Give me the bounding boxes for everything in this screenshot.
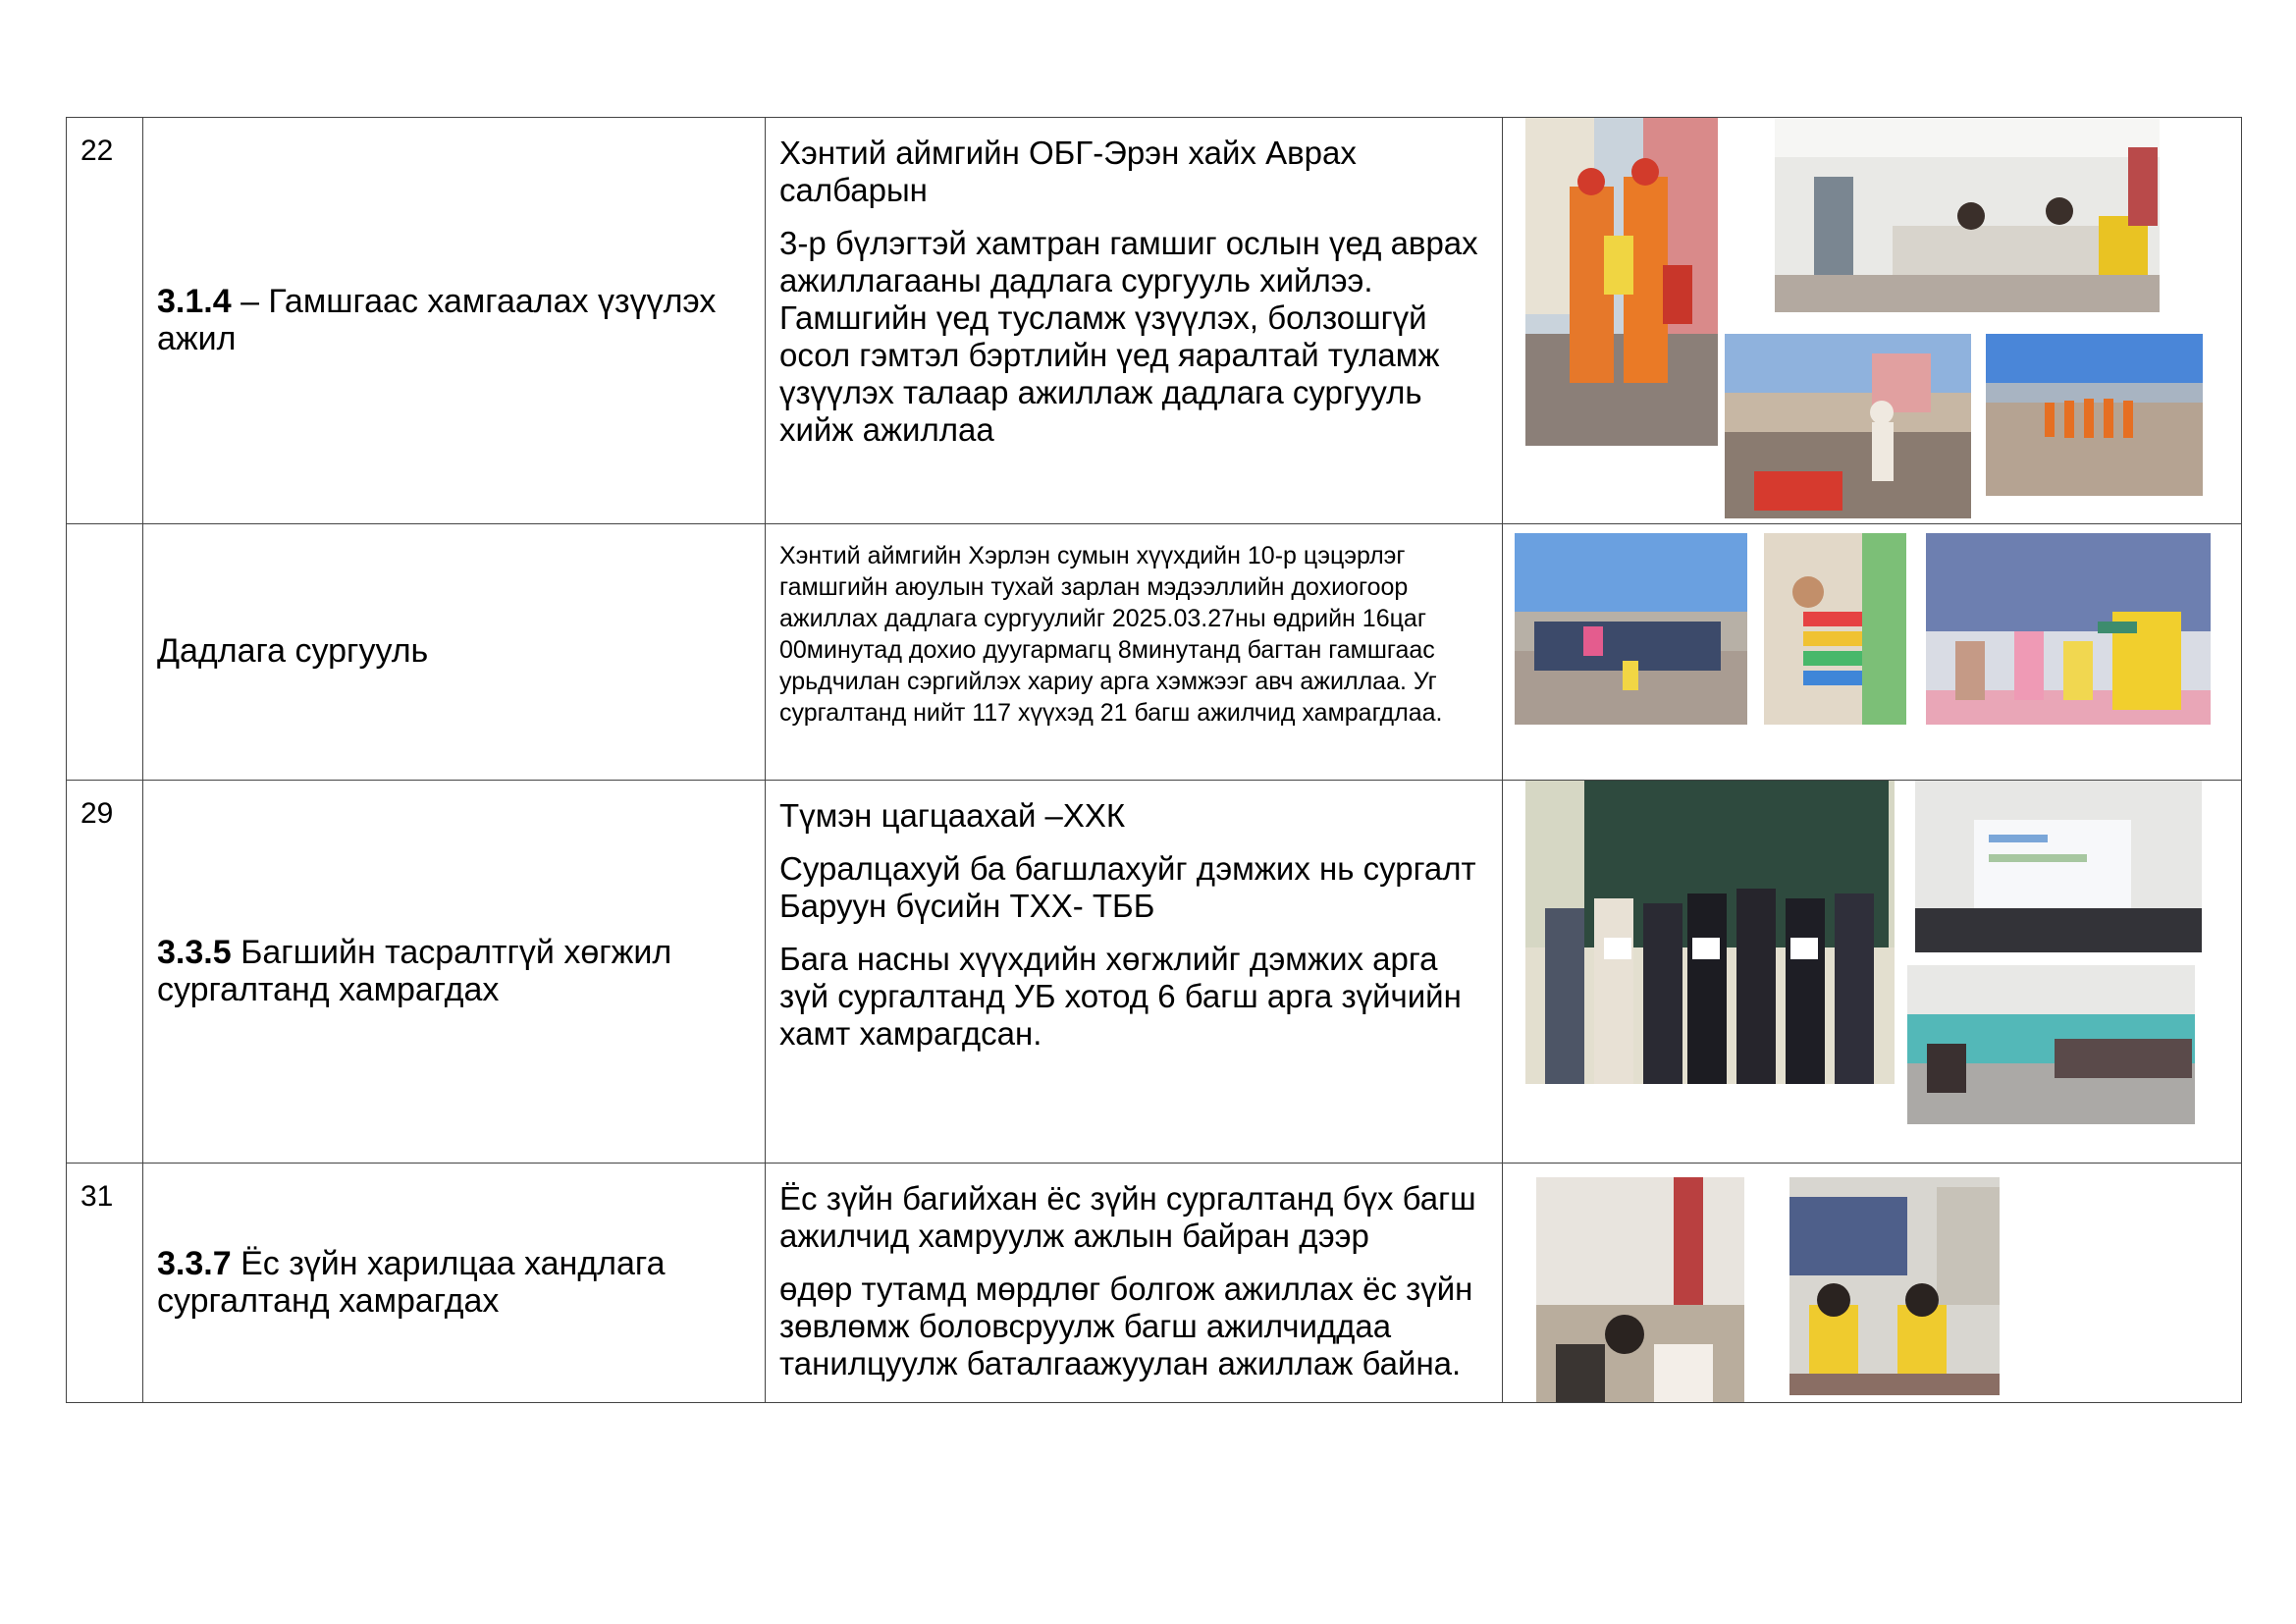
table-row bbox=[67, 781, 2242, 1164]
children-protect-head-photo bbox=[1926, 533, 2211, 725]
ethics-meeting-photo bbox=[1536, 1177, 1744, 1402]
staff-training-group-photo bbox=[1789, 1177, 2000, 1395]
report-table bbox=[66, 117, 2242, 1403]
activity-description bbox=[766, 781, 1502, 1053]
activity-description bbox=[766, 118, 1502, 449]
evacuation-group-photo bbox=[1515, 533, 1747, 725]
description-paragraph: Хэнтий аймгийн ОБГ-Эрэн хайх Аврах салбарын bbox=[779, 135, 1357, 208]
activity-title bbox=[157, 934, 751, 1008]
activity-description bbox=[766, 1164, 1502, 1382]
activity-text: – Гамшгаас хамгаалах үзүүлэх ажил bbox=[157, 282, 717, 357]
description-paragraph: өдөр тутамд мөрдлөг болгож ажиллах ёс зүйн зөвлөмж боловсруулж багш ажилчиддаа танилцуулж баталгаажуулан ажиллаж байна. bbox=[779, 1271, 1473, 1381]
table-row bbox=[67, 1164, 2242, 1403]
photo-cell bbox=[1503, 524, 2242, 781]
row-number: 22 bbox=[80, 135, 114, 167]
activity-text: Ёс зүйн харилцаа хандлага сургалтанд хамрагдах bbox=[157, 1244, 666, 1320]
row-number: 31 bbox=[80, 1180, 114, 1213]
training-presentation-photo bbox=[1915, 781, 2202, 952]
description-paragraph: Ёс зүйн багийхан ёс зүйн сургалтанд бүх багш ажилчид хамруулж ажлын байран дээр bbox=[779, 1180, 1476, 1254]
activity-description bbox=[766, 524, 1502, 729]
first-aid-drill-photo bbox=[1725, 334, 1971, 518]
row-number: 29 bbox=[80, 797, 114, 830]
activity-title bbox=[157, 1245, 751, 1320]
activity-text: Багшийн тасралтгүй хөгжил сургалтанд хамрагдах bbox=[157, 933, 672, 1008]
activity-title: Дадлага сургууль bbox=[157, 632, 429, 670]
activity-title bbox=[157, 283, 751, 357]
photo-cell bbox=[1503, 118, 2242, 524]
photo-cell bbox=[1503, 1164, 2242, 1403]
classroom-meeting-photo bbox=[1775, 118, 2160, 312]
description-paragraph: 3-р бүлэгтэй хамтран гамшиг ослын үед аврах ажиллагааны дадлага сургууль хийлээ. Гамшгийн үед тусламж үзүүлэх, болзошгүй осол гэмтэл бэртлийн үед яаралтай туламж үзүүлэх талаар ажиллаж дадлага сургууль хийж ажиллаа bbox=[779, 225, 1478, 448]
row-number bbox=[67, 524, 142, 541]
activity-code: 3.1.4 bbox=[157, 282, 232, 320]
stairs-evacuation-photo bbox=[1764, 533, 1906, 725]
table-row bbox=[67, 524, 2242, 781]
description-paragraph: Түмэн цагцаахай –ХХК bbox=[779, 797, 1126, 834]
field-exercise-photo bbox=[1986, 334, 2203, 496]
table-row bbox=[67, 118, 2242, 524]
rescue-team-photo bbox=[1525, 118, 1718, 446]
teachers-certificates-photo bbox=[1525, 781, 1895, 1084]
activity-code: 3.3.7 bbox=[157, 1244, 232, 1282]
activity-code: 3.3.5 bbox=[157, 933, 232, 971]
photo-cell bbox=[1503, 781, 2242, 1164]
description-paragraph: Суралцахуй ба багшлахуйг дэмжих нь сургалт Баруун бүсийн ТХХ- ТББ bbox=[779, 850, 1476, 924]
description-paragraph: Хэнтий аймгийн Хэрлэн сумын хүүхдийн 10-р цэцэрлэг гамшгийн аюулын тухай зарлан мэдээллийн дохиогоор ажиллах дадлага сургуулийг 2025.03.27ны өдрийн 16цаг 00минутад дохио дуугармагц 8минутанд багтан гамшгаас урьдчилан сэргийлэх хариу арга хэмжээг авч ажиллаа. Уг сургалтанд нийт 117 хүүхэд 21 багш ажилчид хамрагдлаа. bbox=[779, 542, 1443, 727]
description-paragraph: Бага насны хүүхдийн хөгжлийг дэмжих арга зүй сургалтанд УБ хотод 6 багш арга зүйчийн хамт хамрагдсан. bbox=[779, 941, 1462, 1052]
training-room-photo bbox=[1907, 965, 2195, 1124]
